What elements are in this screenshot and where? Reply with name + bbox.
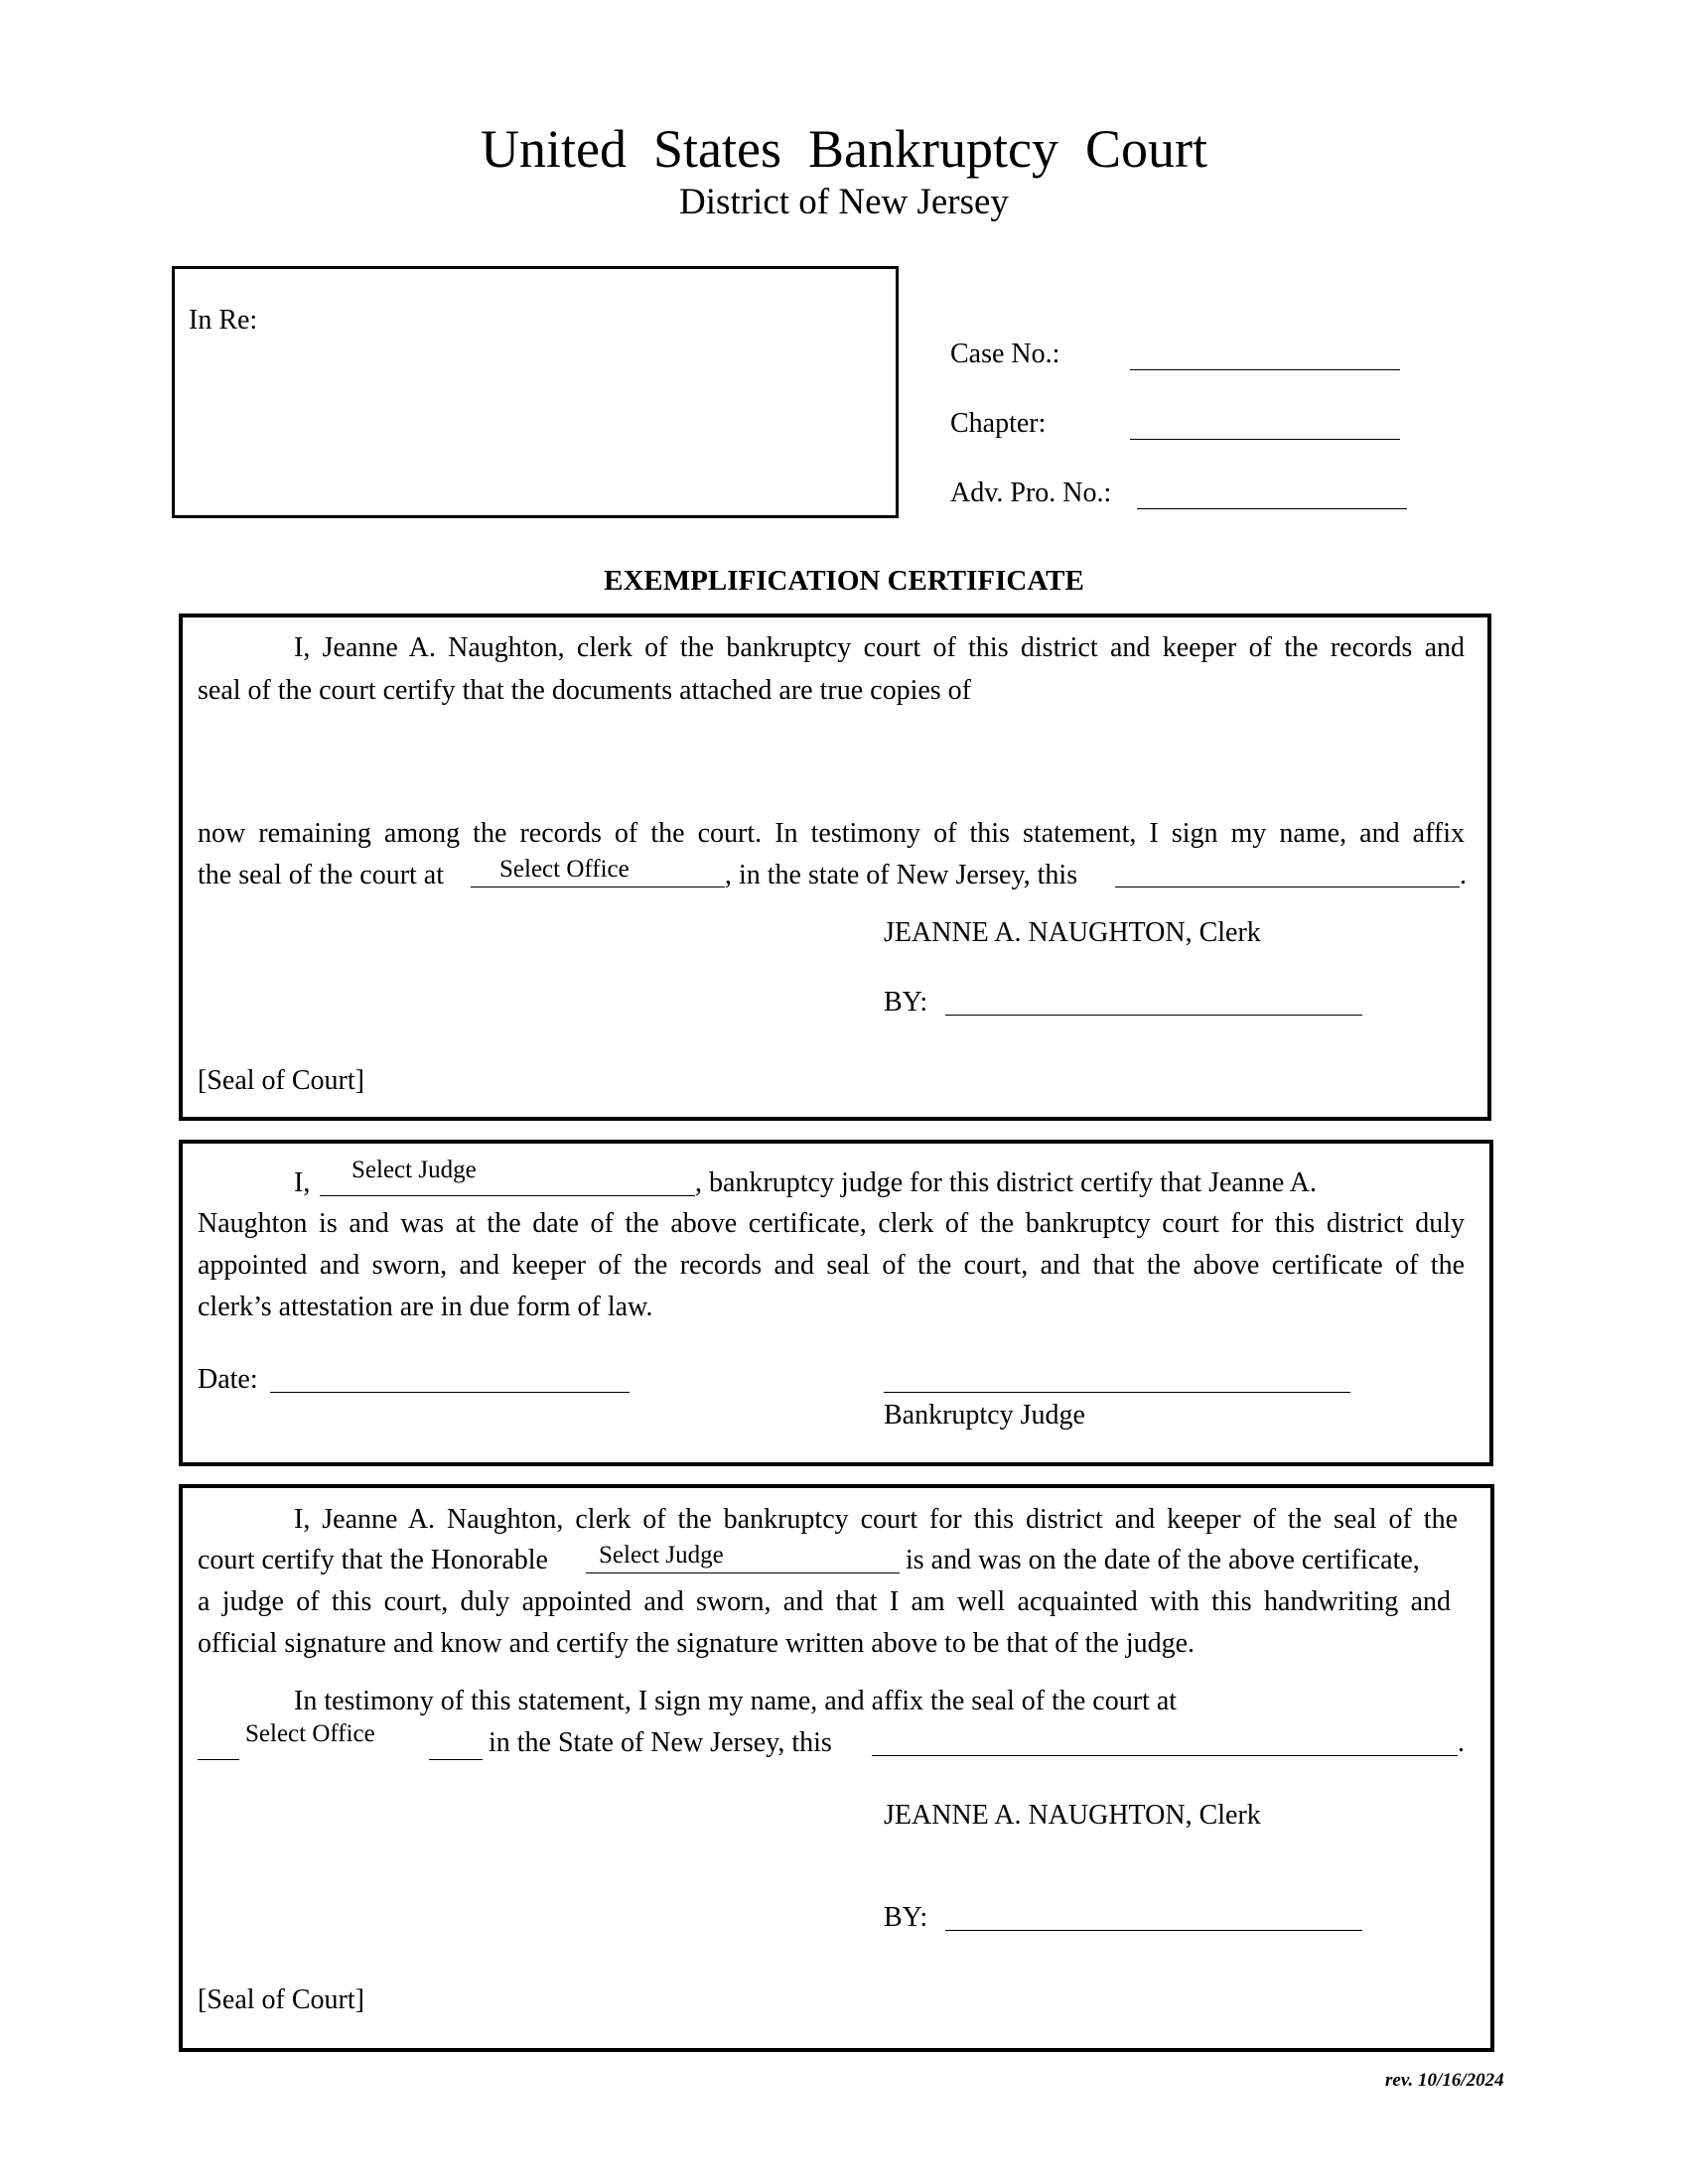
judge-blank bbox=[320, 1195, 695, 1196]
adv-pro-field[interactable] bbox=[1137, 508, 1407, 509]
clerk-signature-field[interactable] bbox=[945, 1015, 1362, 1016]
judge-cert-line4: clerk’s attestation are in due form of law. bbox=[198, 1292, 653, 1322]
judge-signature-field[interactable] bbox=[884, 1392, 1350, 1393]
attest-period: . bbox=[1458, 1727, 1465, 1758]
clerk-cert-line4b: , in the state of New Jersey, this bbox=[725, 860, 1078, 890]
attest-line2b: is and was on the date of the above certificate, bbox=[906, 1545, 1420, 1575]
attest-by-label: BY: bbox=[884, 1902, 928, 1933]
attest-seal-of-court: [Seal of Court] bbox=[198, 1984, 364, 2015]
attest-signature-field[interactable] bbox=[945, 1930, 1362, 1931]
seal-of-court: [Seal of Court] bbox=[198, 1065, 364, 1096]
revision-date: rev. 10/16/2024 bbox=[1385, 2070, 1504, 2091]
clerk-cert-line2: seal of the court certify that the documents attached are true copies of bbox=[198, 675, 971, 706]
judge-select[interactable]: Select Judge bbox=[352, 1157, 477, 1183]
in-re-box[interactable] bbox=[172, 266, 899, 518]
judge-cert-line1b: , bankruptcy judge for this district certify that Jeanne A. bbox=[695, 1167, 1317, 1198]
page-subtitle: District of New Jersey bbox=[679, 182, 1009, 222]
clerk-name: JEANNE A. NAUGHTON, Clerk bbox=[884, 917, 1261, 948]
period: . bbox=[1460, 860, 1467, 890]
adv-pro-label: Adv. Pro. No.: bbox=[950, 478, 1112, 508]
judge-cert-line3: appointed and sworn, and keeper of the records and seal of the court, and that the above certificate of the bbox=[198, 1250, 1465, 1281]
chapter-field[interactable] bbox=[1130, 439, 1400, 440]
attest-line2a: court certify that the Honorable bbox=[198, 1545, 548, 1575]
office-select[interactable]: Select Office bbox=[499, 856, 630, 883]
attest-office-blank-a bbox=[198, 1759, 239, 1760]
clerk-cert-line3: now remaining among the records of the court. In testimony of this statement, I sign my name, and affix bbox=[198, 818, 1465, 849]
case-no-field[interactable] bbox=[1130, 369, 1400, 370]
attest-line1: I, Jeanne A. Naughton, clerk of the bankruptcy court for this district and keeper of the seal of the bbox=[294, 1504, 1458, 1535]
by-label: BY: bbox=[884, 987, 928, 1018]
document-title: EXEMPLIFICATION CERTIFICATE bbox=[604, 565, 1084, 597]
clerk-cert-line4a: the seal of the court at bbox=[198, 860, 445, 890]
attest-line4: official signature and know and certify the signature written above to be that of the judge. bbox=[198, 1628, 1196, 1659]
attest-office-blank-b bbox=[429, 1759, 483, 1760]
in-re-label: In Re: bbox=[189, 305, 258, 336]
judge-date-field[interactable] bbox=[270, 1392, 630, 1393]
attest-office-select[interactable]: Select Office bbox=[245, 1720, 375, 1747]
judge-cert-line2: Naughton is and was at the date of the above certificate, clerk of the bankruptcy court for this district duly bbox=[198, 1208, 1465, 1239]
page-title: United States Bankruptcy Court bbox=[481, 119, 1207, 179]
date-label: Date: bbox=[198, 1364, 258, 1395]
judge-signature-label: Bankruptcy Judge bbox=[884, 1400, 1085, 1431]
case-no-label: Case No.: bbox=[950, 339, 1060, 369]
clerk-cert-line1: I, Jeanne A. Naughton, clerk of the bankruptcy court of this district and keeper of the records and bbox=[294, 632, 1465, 663]
attest-line3: a judge of this court, duly appointed and sworn, and that I am well acquainted with this handwriting and bbox=[198, 1586, 1451, 1617]
attest-line5: In testimony of this statement, I sign my name, and affix the seal of the court at bbox=[294, 1686, 1178, 1716]
judge-i-label: I, bbox=[294, 1167, 311, 1198]
attest-clerk-name: JEANNE A. NAUGHTON, Clerk bbox=[884, 1800, 1261, 1831]
attest-date-field[interactable] bbox=[872, 1755, 1458, 1756]
attest-judge-select[interactable]: Select Judge bbox=[599, 1542, 724, 1569]
attest-judge-blank bbox=[586, 1572, 900, 1573]
attest-line6b: in the State of New Jersey, this bbox=[489, 1727, 832, 1758]
chapter-label: Chapter: bbox=[950, 408, 1047, 439]
